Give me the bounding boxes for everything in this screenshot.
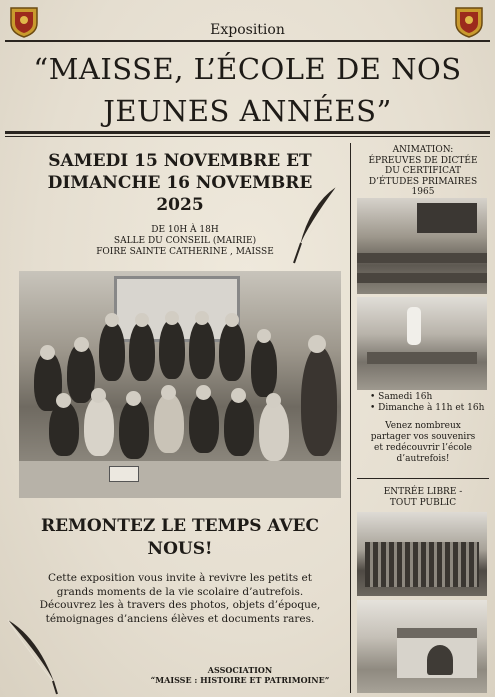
date-line-1: SAMEDI 15 NOVEMBRE ET	[48, 151, 312, 171]
remontez-line-1: REMONTEZ LE TEMPS AVEC	[40, 516, 320, 536]
desc-line-4: témoignages d’anciens élèves et documents rares.	[45, 612, 315, 625]
sidebar-rule	[357, 478, 489, 479]
quill-feather-icon	[290, 185, 340, 265]
date-line-3: 2025	[156, 195, 204, 215]
schedule-list	[360, 392, 484, 414]
anim-line-3: DU CERTIFICAT	[385, 166, 461, 176]
invitation-text	[357, 421, 489, 465]
schedule-item: • Samedi 16h	[370, 392, 484, 403]
class-photo	[19, 271, 341, 498]
desc-line-2: grands moments de la vie scolaire d’autrefois.	[56, 585, 304, 598]
entry-info	[357, 487, 489, 509]
quill-feather-bottom-icon	[4, 618, 59, 696]
anim-line-1: ANIMATION:	[392, 145, 454, 155]
title-line-2: JEUNES ANNÉES”	[103, 94, 392, 128]
anim-line-2: ÉPREUVES DE DICTÉE	[368, 155, 478, 166]
schedule-item: • Dimanche à 11h et 16h	[370, 403, 484, 414]
remontez-line-2: NOUS!	[147, 539, 213, 559]
remontez-heading	[10, 515, 350, 561]
title-rule-thin	[5, 136, 490, 137]
top-rule	[5, 40, 490, 42]
anim-line-4: D’ÉTUDES PRIMAIRES	[368, 176, 478, 187]
entree-line-1: ENTRÉE LIBRE -	[383, 487, 463, 497]
classroom-photo-1	[357, 198, 487, 294]
partager-line-1: Venez nombreux	[385, 421, 461, 431]
photo-slate	[109, 466, 139, 482]
description	[12, 572, 348, 626]
page-title	[10, 48, 485, 132]
group-rows	[365, 542, 479, 587]
teacher-figure	[407, 307, 421, 345]
desc-line-1: Cette exposition vous invite à revivre les petits et	[48, 572, 312, 584]
partager-line-2: partager vos souvenirs	[370, 432, 476, 442]
desc-line-3: Découvrez les à travers des photos, objets d’époque,	[39, 599, 321, 611]
association	[110, 665, 370, 685]
partager-line-4: d’autrefois!	[396, 454, 450, 464]
photo-ground	[19, 461, 341, 498]
date-line-2: DIMANCHE 16 NOVEMBRE	[47, 173, 313, 193]
event-fair: FOIRE SAINTE CATHERINE , MAISSE	[96, 247, 274, 257]
anim-line-5: 1965	[411, 187, 435, 197]
assoc-line-1: ASSOCIATION	[207, 665, 273, 675]
partager-line-3: et redécouvrir l’école	[374, 443, 472, 453]
title-rule	[5, 131, 490, 134]
tree	[427, 645, 453, 675]
event-venue: SALLE DU CONSEIL (MAIRIE)	[113, 236, 257, 246]
group-photo	[357, 512, 487, 596]
animation-heading	[357, 145, 489, 198]
title-line-1: “MAISSE, L’ÉCOLE DE NOS	[33, 52, 462, 86]
classroom-photo-2	[357, 297, 487, 390]
event-hours: DE 10H À 18H	[151, 225, 219, 235]
blackboard	[417, 203, 477, 233]
assoc-line-2: “MAISSE : HISTOIRE ET PATRIMOINE”	[150, 675, 330, 685]
village-school-photo	[357, 600, 487, 693]
exposition-label: Exposition	[210, 22, 285, 38]
column-divider	[350, 143, 351, 693]
event-info	[60, 225, 310, 258]
entree-line-2: TOUT PUBLIC	[389, 498, 457, 508]
